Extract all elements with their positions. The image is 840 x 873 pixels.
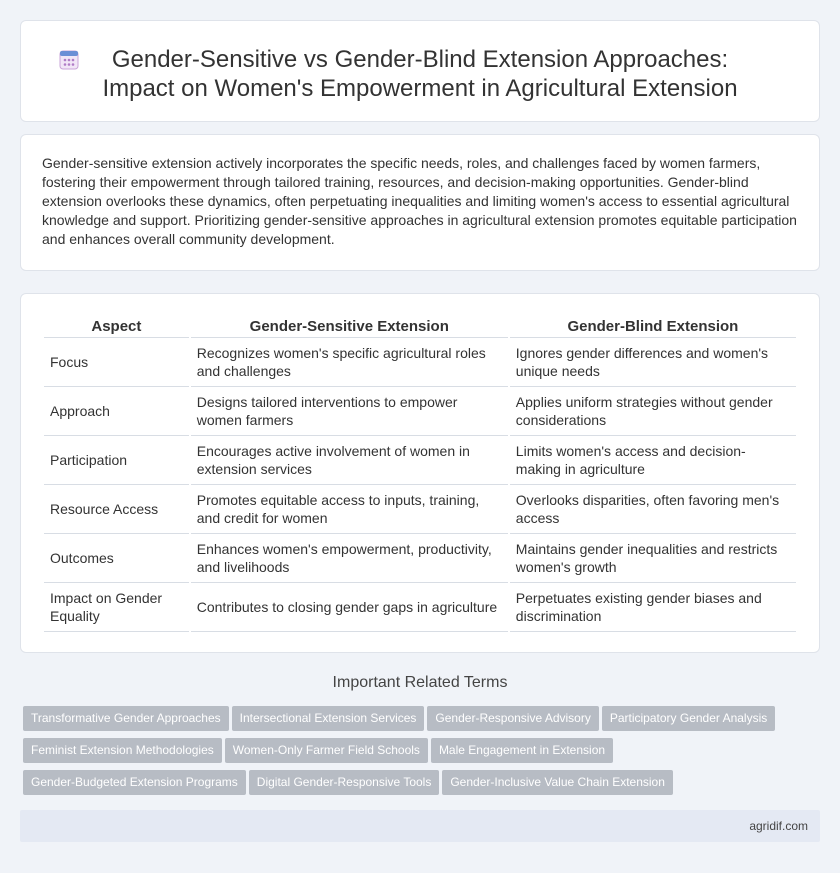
table-header-row xyxy=(44,316,796,338)
header-aspect: Aspect xyxy=(44,316,189,338)
related-term-tag[interactable]: Male Engagement in Extension xyxy=(431,738,613,763)
related-term-tag[interactable]: Gender-Budgeted Extension Programs xyxy=(23,770,246,795)
cell-aspect: Participation xyxy=(44,436,189,485)
page-title: Gender-Sensitive vs Gender-Blind Extension Approaches: Impact on Women's Empowerment in Agricultural Extension xyxy=(102,46,738,102)
cell-gender-sensitive: Recognizes women's specific agricultural roles and challenges xyxy=(191,338,508,387)
tag-row xyxy=(23,738,803,770)
cell-aspect: Impact on Gender Equality xyxy=(44,583,189,632)
related-term-tag[interactable]: Gender-Inclusive Value Chain Extension xyxy=(442,770,673,795)
cell-gender-sensitive: Enhances women's empowerment, productivity, and livelihoods xyxy=(191,534,508,583)
header-card xyxy=(20,20,820,122)
related-term-tag[interactable]: Participatory Gender Analysis xyxy=(602,706,775,731)
header-gender-sensitive: Gender-Sensitive Extension xyxy=(191,316,508,338)
cell-aspect: Resource Access xyxy=(44,485,189,534)
table-row xyxy=(44,534,796,583)
intro-paragraph: Gender-sensitive extension actively incorporates the specific needs, roles, and challenges faced by women farmers, fostering their empowerment through tailored training, resources, and decision-making opportunities. Gender-blind extension overlooks these dynamics, often perpetuating inequalities and limiting women's access to essential agricultural knowledge and support. Prioritizing gender-sensitive approaches in agricultural extension promotes equitable participation and enhances overall community development. xyxy=(42,155,797,247)
cell-gender-blind: Maintains gender inequalities and restricts women's growth xyxy=(510,534,796,583)
related-terms-list xyxy=(23,706,803,802)
cell-gender-blind: Limits women's access and decision-making in agriculture xyxy=(510,436,796,485)
footer-site-link[interactable]: agridif.com xyxy=(749,819,808,833)
comparison-table-card xyxy=(20,293,820,653)
cell-aspect: Outcomes xyxy=(44,534,189,583)
cell-gender-sensitive: Encourages active involvement of women in extension services xyxy=(191,436,508,485)
footer-bar xyxy=(20,810,820,842)
related-term-tag[interactable]: Digital Gender-Responsive Tools xyxy=(249,770,440,795)
comparison-table xyxy=(42,316,798,632)
tag-row xyxy=(23,706,803,738)
cell-gender-sensitive: Promotes equitable access to inputs, training, and credit for women xyxy=(191,485,508,534)
table-row xyxy=(44,583,796,632)
cell-gender-blind: Overlooks disparities, often favoring men's access xyxy=(510,485,796,534)
related-terms-title: Important Related Terms xyxy=(332,674,508,691)
cell-gender-blind: Ignores gender differences and women's unique needs xyxy=(510,338,796,387)
cell-gender-blind: Perpetuates existing gender biases and discrimination xyxy=(510,583,796,632)
table-row xyxy=(44,436,796,485)
related-term-tag[interactable]: Intersectional Extension Services xyxy=(232,706,425,731)
cell-gender-sensitive: Designs tailored interventions to empower women farmers xyxy=(191,387,508,436)
header-gender-blind: Gender-Blind Extension xyxy=(510,316,796,338)
table-row xyxy=(44,338,796,387)
cell-gender-blind: Applies uniform strategies without gender considerations xyxy=(510,387,796,436)
cell-gender-sensitive: Contributes to closing gender gaps in agriculture xyxy=(191,583,508,632)
cell-aspect: Approach xyxy=(44,387,189,436)
related-term-tag[interactable]: Feminist Extension Methodologies xyxy=(23,738,222,763)
related-term-tag[interactable]: Gender-Responsive Advisory xyxy=(427,706,598,731)
related-term-tag[interactable]: Transformative Gender Approaches xyxy=(23,706,229,731)
intro-card xyxy=(20,134,820,271)
cell-aspect: Focus xyxy=(44,338,189,387)
tag-row xyxy=(23,770,803,802)
table-row xyxy=(44,387,796,436)
table-row xyxy=(44,485,796,534)
related-term-tag[interactable]: Women-Only Farmer Field Schools xyxy=(225,738,428,763)
